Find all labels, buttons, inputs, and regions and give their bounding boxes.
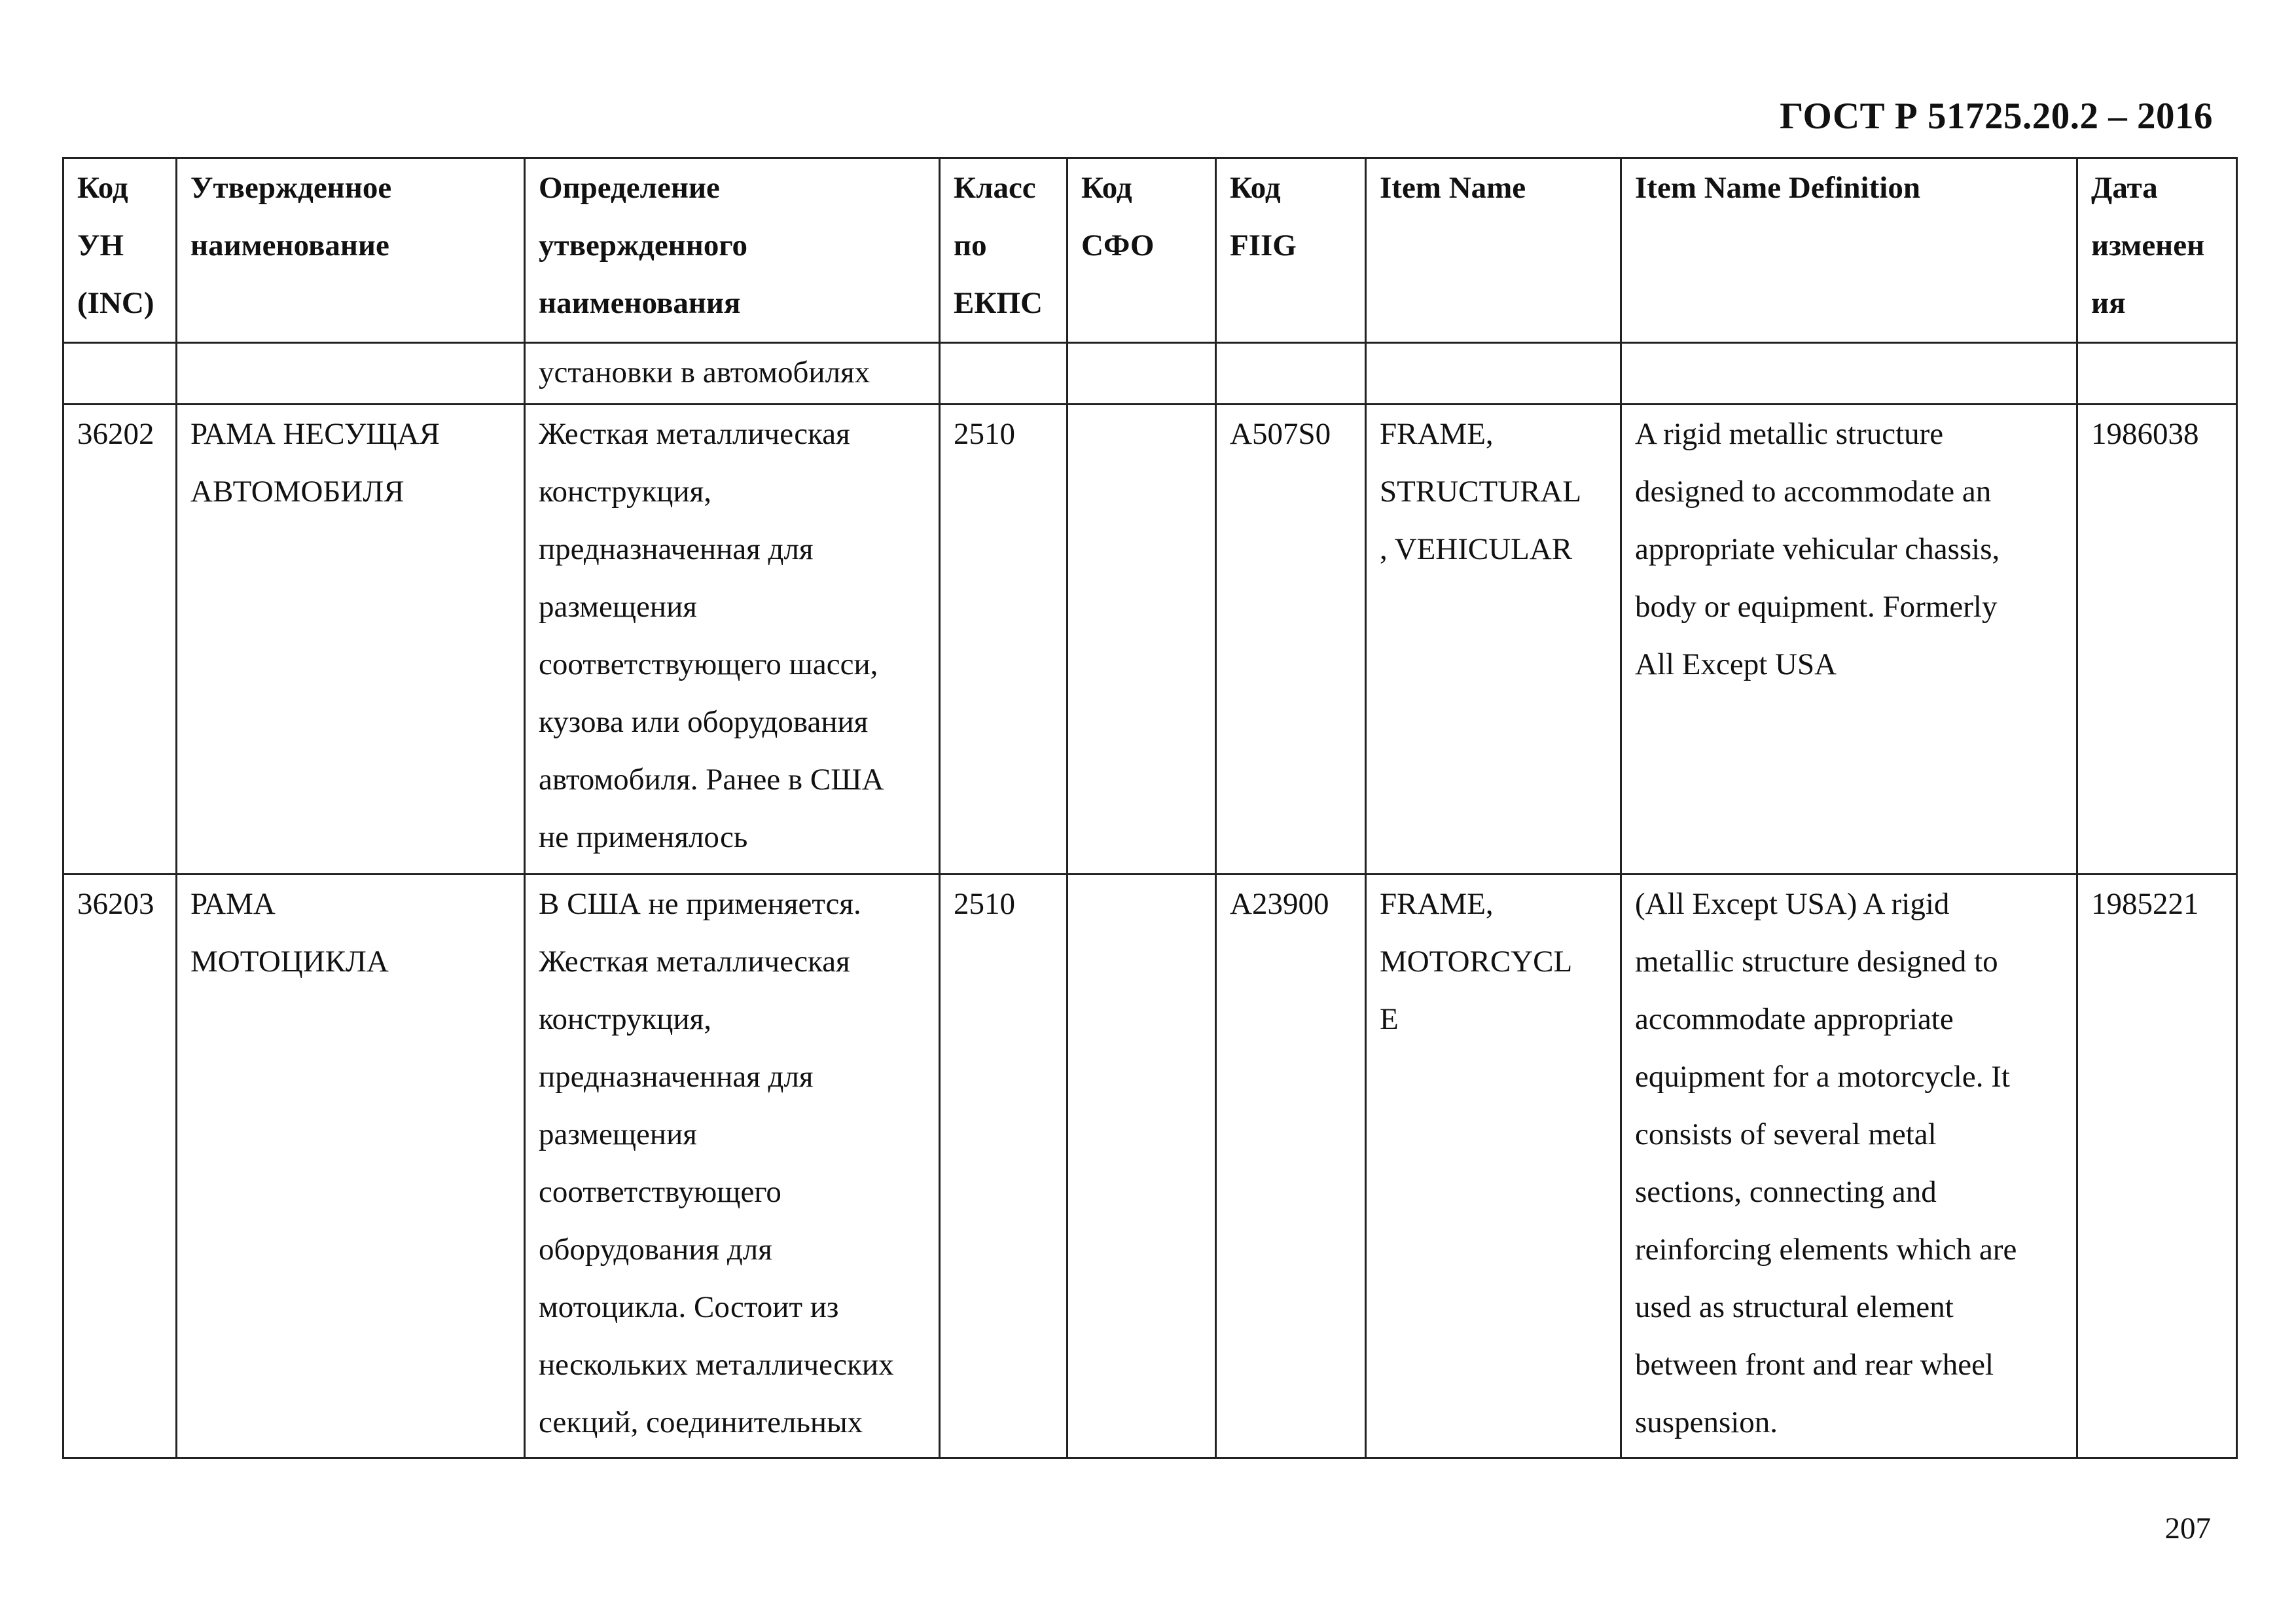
table-row xyxy=(63,405,2237,875)
header-item-name: Item Name xyxy=(1366,158,1621,343)
table-cell xyxy=(177,343,525,405)
table-cell xyxy=(1216,343,1366,405)
cell-inc: 36203 xyxy=(63,875,177,1458)
cell-item-definition: (All Except USA) A rigid metallic structure designed to accommodate appropriate equipment for a motorcycle. It consists of several metal sections, connecting and reinforcing elements which are used as structural element between front and rear wheel suspension. xyxy=(1621,875,2077,1458)
header-name: Утвержденное наименование xyxy=(177,158,525,343)
table-cell-definition: установки в автомобилях xyxy=(525,343,940,405)
table-header-row xyxy=(63,158,2237,343)
cell-ekps: 2510 xyxy=(940,875,1067,1458)
classification-table xyxy=(62,157,2238,1459)
cell-date: 1986038 xyxy=(2077,405,2237,875)
table-cell xyxy=(940,343,1067,405)
cell-name: РАМА МОТОЦИКЛА xyxy=(177,875,525,1458)
table-row xyxy=(63,875,2237,1458)
cell-sfo xyxy=(1067,405,1216,875)
header-sfo: Код СФО xyxy=(1067,158,1216,343)
header-date: Дата изменен ия xyxy=(2077,158,2237,343)
header-inc: Код УН (INC) xyxy=(63,158,177,343)
cell-inc: 36202 xyxy=(63,405,177,875)
table-cell xyxy=(1621,343,2077,405)
document-header: ГОСТ Р 51725.20.2 – 2016 xyxy=(1780,96,2213,137)
table-cell xyxy=(1067,343,1216,405)
table-cell xyxy=(1366,343,1621,405)
cell-definition: Жесткая металлическая конструкция, предназначенная для размещения соответствующего шасси, кузова или оборудования автомобиля. Ранее в США не применялось xyxy=(525,405,940,875)
cell-item-name: FRAME, STRUCTURAL , VEHICULAR xyxy=(1366,405,1621,875)
table-row-continuation xyxy=(63,343,2237,405)
table-cell xyxy=(63,343,177,405)
cell-fiig: A507S0 xyxy=(1216,405,1366,875)
cell-date: 1985221 xyxy=(2077,875,2237,1458)
cell-fiig: A23900 xyxy=(1216,875,1366,1458)
page-number: 207 xyxy=(2164,1511,2211,1545)
header-fiig: Код FIIG xyxy=(1216,158,1366,343)
cell-item-name: FRAME, MOTORCYCL E xyxy=(1366,875,1621,1458)
cell-ekps: 2510 xyxy=(940,405,1067,875)
cell-name: РАМА НЕСУЩАЯ АВТОМОБИЛЯ xyxy=(177,405,525,875)
header-item-definition: Item Name Definition xyxy=(1621,158,2077,343)
cell-item-definition: A rigid metallic structure designed to accommodate an appropriate vehicular chassis, body or equipment. Formerly All Except USA xyxy=(1621,405,2077,875)
table-cell xyxy=(2077,343,2237,405)
cell-definition: В США не применяется. Жесткая металлическая конструкция, предназначенная для размещения соответствующего оборудования для мотоцикла. Состоит из нескольких металлических секций, соединительных xyxy=(525,875,940,1458)
cell-sfo xyxy=(1067,875,1216,1458)
header-definition: Определение утвержденного наименования xyxy=(525,158,940,343)
header-ekps: Класс по ЕКПС xyxy=(940,158,1067,343)
